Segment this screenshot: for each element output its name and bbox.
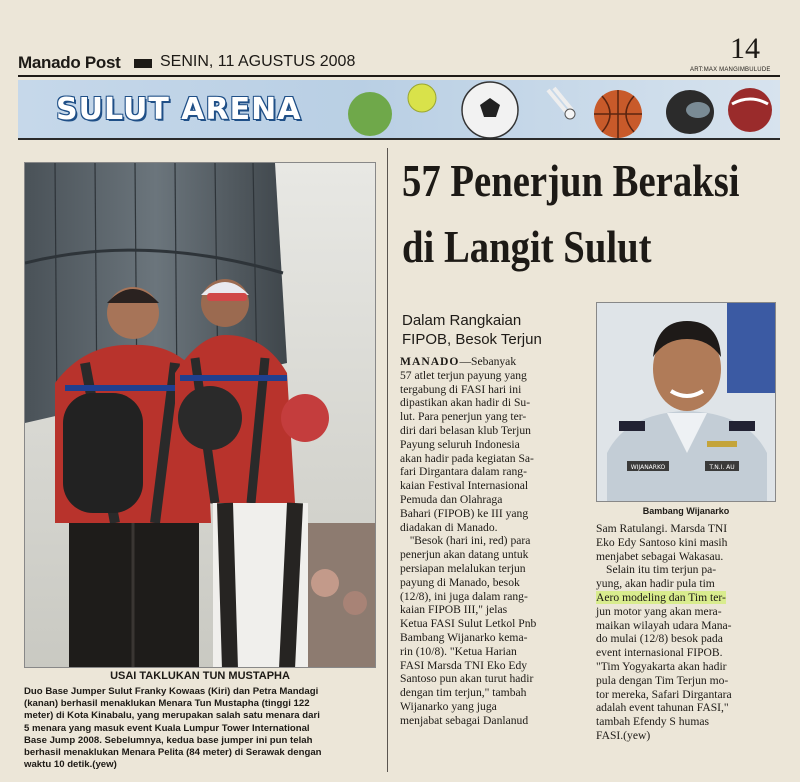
body-line: rin (10/8). "Ketua Harian bbox=[400, 644, 517, 658]
article-subhead bbox=[402, 311, 587, 349]
body-line: FASI Marsda TNI Eko Edy bbox=[400, 658, 528, 672]
body-line: Wijanarko yang juga bbox=[400, 699, 497, 713]
article-headline bbox=[402, 148, 740, 280]
base-jumpers-photo bbox=[24, 162, 376, 668]
caption-line: meter) di Kota Kinabalu, yang merupakan salah satu menara dari bbox=[24, 710, 320, 722]
body-line: penerjun akan datang untuk bbox=[400, 548, 529, 562]
portrait-photo bbox=[596, 302, 776, 502]
column-divider bbox=[387, 148, 388, 772]
unit-tag-text: T.N.I. AU bbox=[709, 464, 735, 471]
caption-line: waktu 10 detik.(yew) bbox=[24, 759, 117, 771]
subhead-line: FIPOB, Besok Terjun bbox=[402, 331, 542, 348]
body-line: dipastikan akan hadir di Su- bbox=[400, 396, 531, 410]
caption-line: Base Jump 2008. Sebelumnya, kedua base jumper ini pun telah bbox=[24, 734, 313, 746]
body-line: kaian FIPOB III," jelas bbox=[400, 603, 508, 617]
shoulder-badge bbox=[619, 421, 645, 431]
sports-balls-illustration bbox=[318, 80, 780, 140]
green-ball-icon bbox=[348, 92, 392, 136]
body-line: Santoso pun akan turut hadir bbox=[400, 672, 534, 686]
body-line: Selain itu tim terjun pa- bbox=[606, 563, 717, 577]
body-line: menjabet sebagai Wakasau. bbox=[596, 549, 724, 563]
body-line: Bambang Wijanarko kema- bbox=[400, 630, 528, 644]
tennis-ball-icon bbox=[408, 84, 436, 112]
body-line: (12/8), ini juga dalam rang- bbox=[400, 589, 528, 603]
body-line: Payung seluruh Indonesia bbox=[400, 437, 520, 451]
body-line: diri dari belasan klub Terjun bbox=[400, 423, 531, 437]
caption-line: Duo Base Jumper Sulut Franky Kowaas (Kiri) dan Petra Mandagi bbox=[24, 686, 319, 697]
subhead-line: Dalam Rangkaian bbox=[402, 312, 522, 329]
body-line: Sam Ratulangi. Marsda TNI bbox=[596, 522, 728, 535]
body-line: tor mereka, Safari Dirgantara bbox=[596, 687, 732, 701]
portrait-caption: Bambang Wijanarko bbox=[642, 506, 730, 516]
page-number: 14 bbox=[730, 32, 760, 65]
body-line: akan hadir pada kegiatan Sa- bbox=[400, 451, 534, 465]
body-line: pula dengan Tim Terjun mo- bbox=[596, 673, 729, 687]
body-line: diadakan di Manado. bbox=[400, 520, 498, 534]
headline-line: 57 Penerjun Beraksi bbox=[402, 156, 740, 206]
name-tag-text: WIJANARKO bbox=[630, 464, 666, 471]
body-line: Eko Edy Santoso kini masih bbox=[596, 535, 728, 549]
caption-line: (kanan) berhasil menaklukan Menara Tun Mustapha (tinggi 122 bbox=[24, 698, 310, 710]
caption-line: 5 menara yang masuk event Kuala Lumpur Tower International bbox=[24, 722, 310, 734]
body-line: persiapan melalukan terjun bbox=[400, 561, 526, 575]
body-line: yung, akan hadir pula tim bbox=[596, 577, 715, 591]
body-line: "Tim Yogyakarta akan hadir bbox=[596, 659, 727, 673]
body-line: tergabung di FASI hari ini bbox=[400, 382, 522, 396]
photo-caption-title: USAI TAKLUKAN TUN MUSTAPHA bbox=[110, 670, 290, 682]
body-line bbox=[596, 591, 780, 605]
body-line: Pemuda dan Olahraga bbox=[400, 492, 503, 506]
article-column-2 bbox=[596, 522, 780, 743]
body-line: 57 atlet terjun payung yang bbox=[400, 368, 527, 382]
body-line: menjabat sebagai Danlanud bbox=[400, 713, 529, 727]
masthead-divider-block bbox=[134, 59, 152, 68]
body-line: do mulai (12/8) besok pada bbox=[596, 632, 723, 646]
body-line: FASI.(yew) bbox=[596, 728, 651, 742]
masthead-rule bbox=[18, 75, 780, 77]
body-line: Bahari (FIPOB) ke III yang bbox=[400, 506, 529, 520]
body-line: lut. Para penerjun yang ter- bbox=[400, 410, 527, 424]
body-line: tambah Efendy S humas bbox=[596, 715, 710, 729]
body-line: adalah event tahunan FASI," bbox=[596, 701, 729, 715]
body-line: Ketua FASI Sulut Letkol Pnb bbox=[400, 617, 537, 631]
racing-helmet-icon bbox=[728, 88, 772, 132]
artist-credit: ART:MAX MANGIMBULUDE bbox=[690, 67, 771, 73]
highlighted-text: Aero modeling dan Tim ter- bbox=[596, 590, 726, 604]
dateline: MANADO bbox=[400, 355, 460, 368]
body-line: MANADO—Sebanyak bbox=[400, 355, 517, 368]
section-title: SULUT ARENA bbox=[56, 92, 302, 127]
body-line: payung di Manado, besok bbox=[400, 575, 520, 589]
issue-date: SENIN, 11 AGUSTUS 2008 bbox=[160, 53, 356, 70]
body-line: ''Besok (hari ini, red) para bbox=[410, 534, 531, 548]
newspaper-name: Manado Post bbox=[18, 53, 121, 72]
body-line: dengan tim terjun," tambah bbox=[400, 686, 527, 700]
body-line: maikan wilayah udara Mana- bbox=[596, 618, 732, 632]
body-line: kaian Festival Internasional bbox=[400, 479, 529, 493]
photo-caption bbox=[24, 686, 384, 771]
body-line: fari Dirgantara dalam rang- bbox=[400, 465, 527, 479]
body-line: jun motor yang akan mera- bbox=[596, 604, 722, 618]
article-column-1 bbox=[400, 355, 590, 728]
caption-line: berhasil menaklukan Menara Pelita (84 meter) di Serawak dengan bbox=[24, 747, 322, 759]
section-banner bbox=[18, 80, 780, 140]
headline-line: di Langit Sulut bbox=[402, 222, 652, 272]
body-line: event internasional FIPOB. bbox=[596, 646, 723, 660]
